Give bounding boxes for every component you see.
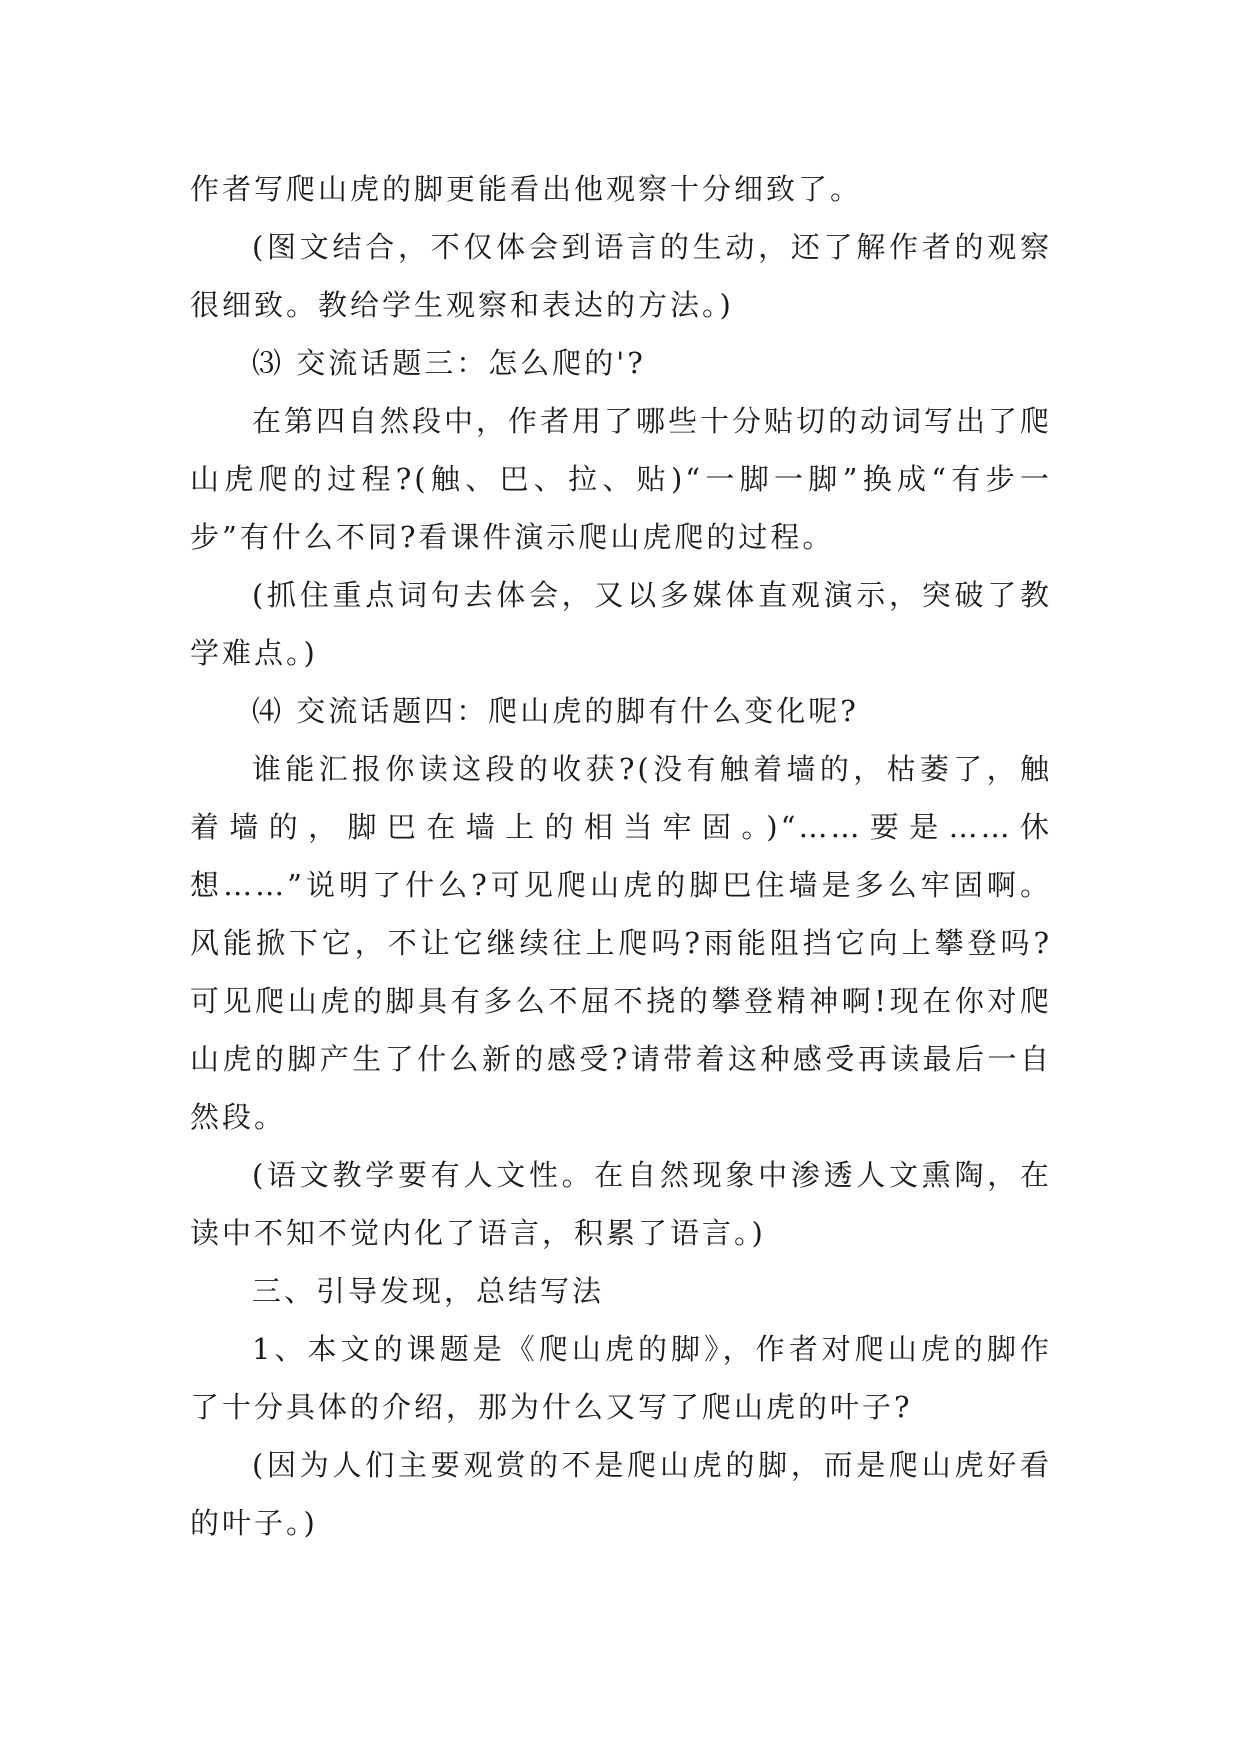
paragraph-8: (语文教学要有人文性。在自然现象中渗透人文熏陶，在读中不知不觉内化了语言，积累了语言。) xyxy=(190,1158,1052,1250)
paragraph-10: 1、本文的课题是《爬山虎的脚》，作者对爬山虎的脚作了十分具体的介绍，那为什么又写了爬山虎的叶子? xyxy=(190,1332,1052,1424)
paragraph-4: 在第四自然段中，作者用了哪些十分贴切的动词写出了爬山虎爬的过程?(触、巴、拉、贴)“一脚一脚”换成“有步一步”有什么不同?看课件演示爬山虎爬的过程。 xyxy=(190,404,1053,554)
paragraph-7: 谁能汇报你读这段的收获?(没有触着墙的，枯萎了，触着墙的，脚巴在墙上的相当牢固。)“……要是……休想……”说明了什么?可见爬山虎的脚巴住墙是多么牢固啊。风能掀下它，不让它继续往上爬吗?雨能阻挡它向上攀登吗?可见爬山虎的脚具有多么不屈不挠的攀登精神啊!现在你对爬山虎的脚产生了什么新的感受?请带着这种感受再读最后一自然段。 xyxy=(190,752,1052,1134)
paragraph-5: (抓住重点词句去体会，又以多媒体直观演示，突破了教学难点。) xyxy=(190,578,1052,670)
paragraph-1: 作者写爬山虎的脚更能看出他观察十分细致了。 xyxy=(190,172,863,206)
paragraph-3: ⑶ 交流话题三：怎么爬的'? xyxy=(252,346,646,380)
paragraph-6: ⑷ 交流话题四：爬山虎的脚有什么变化呢? xyxy=(252,694,859,728)
paragraph-2: (图文结合，不仅体会到语言的生动，还了解作者的观察很细致。教给学生观察和表达的方法。) xyxy=(190,230,1052,322)
paragraph-11: (因为人们主要观赏的不是爬山虎的脚，而是爬山虎好看的叶子。) xyxy=(190,1448,1052,1540)
section-heading: 三、引导发现，总结写法 xyxy=(252,1274,605,1308)
body-text xyxy=(190,160,1052,1552)
